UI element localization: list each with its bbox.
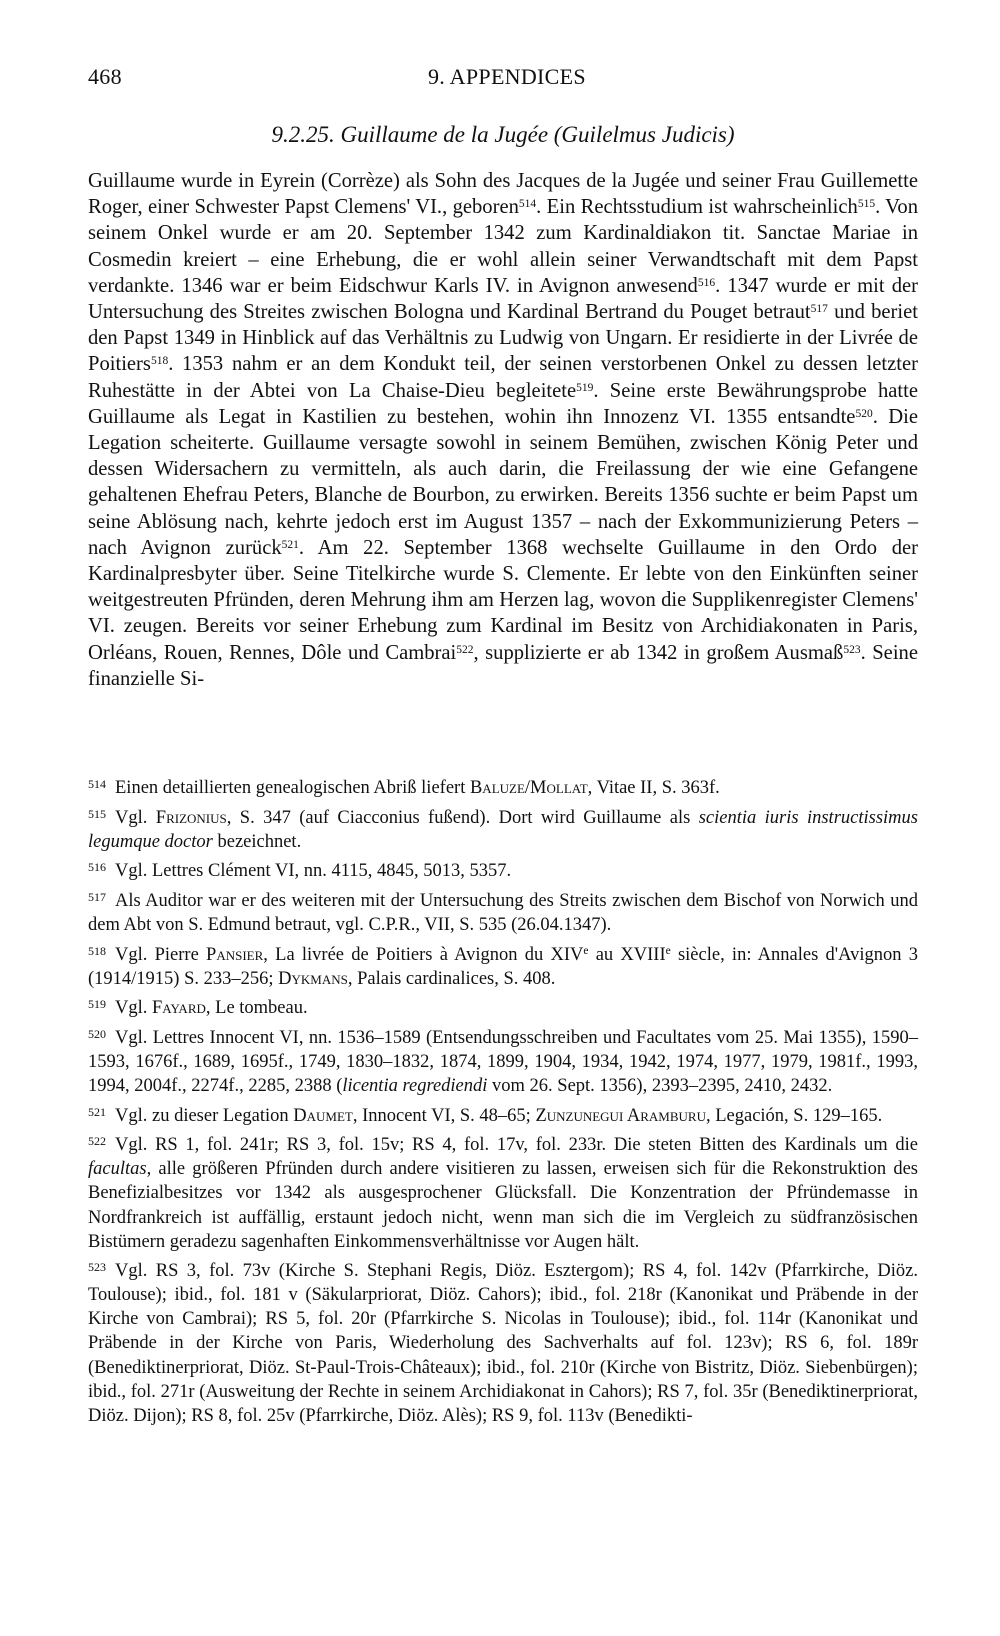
- footnote-text: , Vitae II, S. 363f.: [587, 778, 720, 798]
- latin-quote: scientia iuris instructissimus legumque doctor: [88, 807, 918, 852]
- section-heading: [88, 122, 918, 148]
- body-text: . Am 22. September 1368 wechselte Guillaume in den Ordo der Kardinalpresbyter über. Seine Titelkirche wurde S. Clemente. Er lebte von den Einkünften seiner weitgestreuten Pfründen, deren Mehrung ihm am Herzen lag, wovon die Supplikenregister Clemens' VI. zeugen. Bereits vor seiner Erhebung zum Kardinal im Besitz von Archidiakonaten in Paris, Orléans, Rouen, Rennes, Dôle und Cambrai: [88, 536, 918, 664]
- footnote-text: Vgl. Pierre: [115, 944, 207, 965]
- section-title: Guillaume de la Jugée (Guilelmus Judicis): [340, 122, 735, 147]
- footnote-520: [88, 1022, 918, 1098]
- body-text: Guillaume wurde in Eyrein (Corrèze) als Sohn des Jacques de la Jugée und seiner Frau Guillemette Roger, einer Schwester Papst Clemens' VI., geboren: [88, 170, 918, 219]
- footnote-text: , Innocent VI, S. 48–65;: [352, 1105, 536, 1126]
- footnote-text: , La livrée de Poitiers à Avignon du XIV: [263, 944, 584, 965]
- footnote-515: [88, 802, 918, 854]
- footnote-516: [88, 855, 918, 883]
- footnote-ref: 522: [456, 643, 474, 656]
- author-name: Frizonius: [155, 807, 227, 828]
- footnote-text: Einen detaillierten genealogischen Abriß liefert: [115, 778, 470, 798]
- body-text: . Ein Rechtsstudium ist wahrscheinlich: [536, 196, 858, 219]
- footnote-522: [88, 1129, 918, 1253]
- superscript: e: [583, 944, 589, 957]
- footnote-number: 522: [88, 1134, 106, 1149]
- author-name: Baluze/Mollat: [469, 778, 588, 798]
- footnote-text: , alle größeren Pfründen durch andere visitieren zu lassen, erweisen sich für die Rekonstruktion des Benefizialbesitzes vor 1342 als ausgesprochener Glücksfall. Die Konzentration der Pfründemasse in Nordfrankreich ist auffällig, erstaunt jedoch nicht, wenn man sich die im Vergleich zu südfranzösischen Bistümern geradezu sagenhaften Einkommensverhältnisse vor Augen hält.: [88, 1159, 918, 1252]
- footnote-ref: 523: [843, 643, 861, 656]
- footnote-text: vom 26. Sept. 1356), 2393–2395, 2410, 2432.: [487, 1076, 833, 1097]
- footnote-number: 523: [88, 1260, 106, 1275]
- footnote-text: bezeichnet.: [212, 831, 302, 852]
- latin-quote: facultas: [88, 1159, 147, 1180]
- footnote-514: [88, 772, 918, 800]
- footnote-ref: 521: [281, 538, 299, 551]
- footnotes: [88, 772, 918, 1429]
- author-name: Daumet: [293, 1105, 353, 1126]
- footnote-text: Als Auditor war er des weiteren mit der Untersuchung des Streits zwischen dem Bischof von Norwich und dem Abt von S. Edmund betraut, vgl. C.P.R., VII, S. 535 (26.04.1347).: [88, 890, 918, 935]
- footnote-523: [88, 1255, 918, 1428]
- footnote-text: Vgl. Lettres Innocent VI, nn. 1536–1589 (Entsendungsschreiben und Facultates vom 25. Mai 1355), 1590–1593, 1676f., 1689, 1695f., 1749, 1830–1832, 1874, 1899, 1904, 1934, 1942, 1974, 1977, 1979, 1981f., 1993, 1994, 2004f., 2274f., 2285, 2388 (: [88, 1027, 918, 1097]
- body-text: und beriet den Papst 1349 in Hinblick auf das Verhältnis zu Ludwig von Ungarn. Er residierte in der Livrée de Poitiers: [88, 301, 918, 376]
- author-name: Pansier: [206, 944, 264, 965]
- body-text: . 1347 wurde er mit der Untersuchung des Streites zwischen Bologna und Kardinal Bertrand du Pouget betraut: [88, 274, 918, 324]
- page-number: 468: [88, 64, 122, 89]
- footnote-ref: 516: [697, 276, 716, 289]
- footnote-text: , Palais cardinalices, S. 408.: [347, 968, 556, 989]
- author-name: Fayard: [152, 998, 206, 1019]
- footnote-ref: 515: [857, 198, 876, 211]
- running-title: 9. APPENDICES: [428, 64, 586, 89]
- footnote-text: , Le tombeau.: [205, 998, 308, 1019]
- footnote-517: [88, 885, 918, 937]
- superscript: e: [665, 944, 671, 957]
- footnote-text: au XVIII: [588, 944, 666, 965]
- main-text: [88, 168, 918, 692]
- footnote-number: 520: [88, 1026, 106, 1041]
- footnote-text: Vgl.: [115, 998, 152, 1019]
- footnote-number: 519: [88, 997, 106, 1012]
- body-text: . Seine erste Bewährungsprobe hatte Guillaume als Legat in Kastilien zu bestehen, wohin ihn Innozenz VI. 1355 entsandte: [88, 379, 918, 428]
- running-head: [88, 64, 918, 94]
- author-name: Dykmans: [278, 968, 348, 989]
- author-name: Zunzunegui Aramburu: [535, 1105, 706, 1126]
- footnote-text: siècle, in: Annales d'Avignon 3 (1914/1915) S. 233–256;: [88, 944, 918, 989]
- footnote-number: 518: [88, 943, 106, 958]
- footnote-text: , Legación, S. 129–165.: [705, 1105, 883, 1126]
- footnote-521: [88, 1100, 918, 1128]
- footnote-text: , S. 347 (auf Ciacconius fußend). Dort wird Guillaume als: [226, 807, 699, 828]
- footnote-number: 515: [88, 806, 106, 821]
- footnote-number: 514: [88, 777, 106, 791]
- footnote-519: [88, 992, 918, 1020]
- footnote-text: Vgl. zu dieser Legation: [115, 1105, 294, 1126]
- body-text: . 1353 nahm er an dem Kondukt teil, der seinen verstorbenen Onkel zu dessen letzter Ruhestätte in der Abtei von La Chaise-Dieu begleitete: [88, 353, 918, 402]
- body-text: . Von seinem Onkel wurde er am 20. September 1342 zum Kardinaldiakon tit. Sanctae Mariae in Cosmedin kreiert – eine Erhebung, die er wohl allein seiner Verwandtschaft mit dem Papst verdankte. 1346 war er beim Eidschwur Karls IV. in Avignon anwesend: [88, 196, 918, 297]
- footnote-text: Vgl. Lettres Clément VI, nn. 4115, 4845, 5013, 5357.: [115, 861, 512, 882]
- footnote-number: 521: [88, 1104, 106, 1119]
- body-text: , supplizierte er ab 1342 in großem Ausmaß: [473, 641, 844, 664]
- footnote-text: Vgl. RS 3, fol. 73v (Kirche S. Stephani Regis, Diöz. Esztergom); RS 4, fol. 142v (Pfarrkirche, Diöz. Toulouse); ibid., fol. 181 v (Säkularpriorat, Diöz. Cahors); ibid., fol. 218r (Kanonikat und Präbende in der Kirche von Cambrai); RS 5, fol. 20r (Pfarrkirche S. Nicolas in Toulouse); ibid., fol. 114r (Kanonikat und Präbende in der Kirche von Paris, Wiederholung des Sachverhalts auf fol. 123v); RS 6, fol. 189r (Benediktinerpriorat, Diöz. St-Paul-Trois-Châteaux); ibid., fol. 210r (Kirche von Bistritz, Diöz. Siebenbürgen); ibid., fol. 271r (Ausweitung der Rechte in seinem Archidiakonat in Cahors); RS 7, fol. 35r (Benediktinerpriorat, Diöz. Dijon); RS 8, fol. 25v (Pfarrkirche, Diöz. Alès); RS 9, fol. 113v (Benedikti-: [88, 1261, 918, 1426]
- footnote-text: Vgl.: [115, 807, 156, 828]
- footnote-ref: 514: [518, 198, 537, 211]
- footnote-ref: 519: [576, 381, 594, 394]
- footnote-number: 516: [88, 860, 106, 875]
- section-number: 9.2.25.: [271, 122, 335, 147]
- footnote-ref: 518: [150, 355, 169, 368]
- body-text: . Die Legation scheiterte. Guillaume versagte sowohl in seinem Bemühen, zwischen König Peter und dessen Widersachern zu vermitteln, als auch darin, die Freilassung der wie eine Gefangene gehaltenen Ehefrau Peters, Blanche de Bourbon, zu erwirken. Bereits 1356 suchte er beim Papst um seine Ablösung nach, kehrte jedoch erst im August 1357 – nach der Exkommunizierung Peters – nach Avignon zurück: [88, 405, 919, 559]
- footnote-number: 517: [88, 889, 106, 904]
- latin-quote: licentia regrediendi: [342, 1076, 488, 1097]
- body-text: . Seine finanzielle Si-: [88, 641, 918, 690]
- footnote-text: Vgl. RS 1, fol. 241r; RS 3, fol. 15v; RS 4, fol. 17v, fol. 233r. Die steten Bitten des Kardinals um die: [115, 1135, 918, 1156]
- footnote-ref: 517: [810, 303, 828, 316]
- footnote-ref: 520: [855, 407, 873, 420]
- footnote-518: [88, 939, 918, 991]
